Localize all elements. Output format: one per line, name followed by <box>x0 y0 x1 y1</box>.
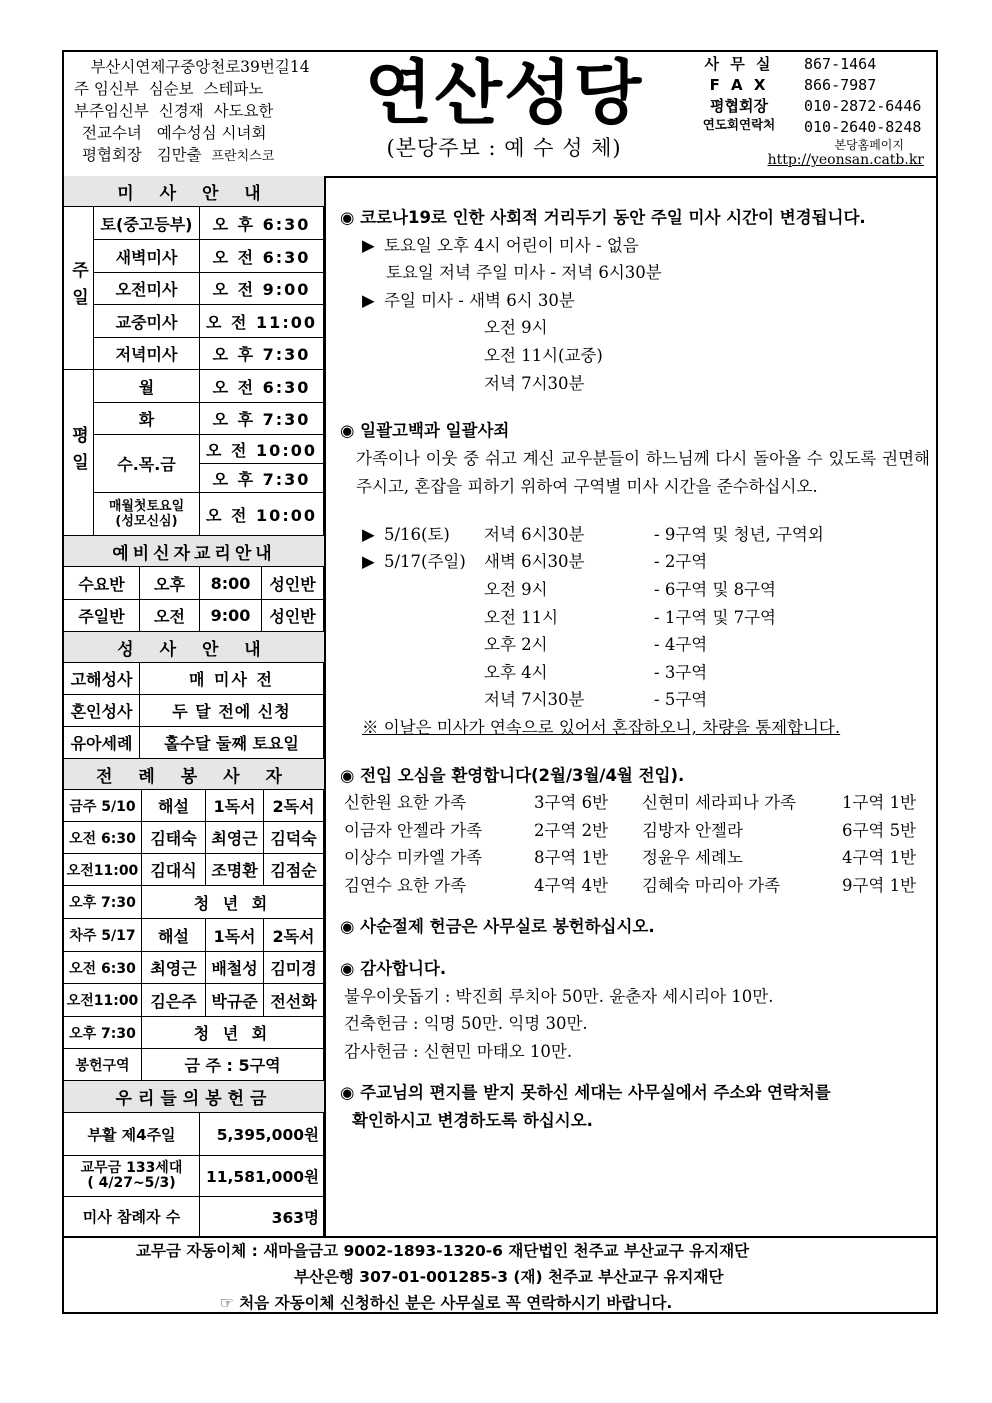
schedule-row: ▶ 5/17(주일) 새벽 6시30분 - 2구역 <box>362 552 708 572</box>
offering-label: 미사 참례자 수 <box>64 1197 200 1236</box>
server-name: 최영근 <box>142 952 206 984</box>
mass-time: 오 후 6:30 <box>200 207 324 240</box>
sidebar <box>64 176 326 1236</box>
notice-body: 가족이나 이웃 중 쉬고 계신 교우분들이 하느님께 다시 돌아올 수 있도록 권면해 주시고, 혼잡을 피하기 위하여 구역별 미사 시간을 준수하십시오. <box>356 448 930 496</box>
mass-name: 화 <box>94 403 200 435</box>
server-time: 오후 7:30 <box>64 1017 142 1049</box>
schedule-row: 저녁 7시30분 - 5구역 <box>484 690 708 710</box>
mass-name: 토(중고등부) <box>94 207 200 240</box>
parish-title: 연산성당 <box>364 52 644 134</box>
mass-time: 오 전 9:00 <box>200 273 324 305</box>
mass-time: 오 전 6:30 <box>200 240 324 273</box>
server-col: 해설 <box>142 919 206 952</box>
schedule-row: 오전 9시 - 6구역 및 8구역 <box>484 579 777 599</box>
weekday-label: 평일 <box>64 370 94 536</box>
offering-zone-value: 금 주 : 5구역 <box>142 1049 324 1081</box>
mass-time: 오 전 11:00 <box>200 305 324 338</box>
notice-title: ◉ 전입 오심을 환영합니다(2월/3월/4월 전입). <box>340 765 685 785</box>
notice-line: 건축헌금 : 익명 50만. 익명 30만. <box>344 1014 588 1034</box>
class-ampm: 오전 <box>140 600 200 632</box>
server-name: 김덕숙 <box>264 822 324 854</box>
notice-note: ※ 이날은 미사가 연속으로 있어서 혼잡하오니, 차량을 통제합니다. <box>362 717 841 737</box>
server-group: 청 년 회 <box>142 886 324 919</box>
server-name: 최영근 <box>206 822 264 854</box>
family-row: 김연수 요한 가족 4구역 4반 김혜숙 마리아 가족 9구역 1반 <box>344 875 917 895</box>
mass-time: 오 후 7:30 <box>200 464 324 493</box>
offering-label: 부활 제4주일 <box>64 1113 200 1156</box>
address: 부산시연제구중앙천로39번길14 <box>90 58 310 76</box>
schedule-row: ▶ 5/16(토) 저녁 6시30분 - 9구역 및 청년, 구역외 <box>362 524 824 544</box>
mass-time: 오 후 7:30 <box>200 403 324 435</box>
homepage-link[interactable]: http://yeonsan.catb.kr <box>767 152 924 168</box>
notice-line: 불우이웃돕기 : 박진희 루치아 50만. 윤춘자 세시리아 10만. <box>344 986 774 1006</box>
server-col: 1독서 <box>206 919 264 952</box>
server-date: 차주 5/17 <box>64 919 142 952</box>
server-time: 오전 6:30 <box>64 822 142 854</box>
mass-guide-title: 미 사 안 내 <box>64 176 324 207</box>
server-group: 청 년 회 <box>142 1017 324 1049</box>
class-name: 주일반 <box>64 600 140 632</box>
server-name: 박규준 <box>206 984 264 1017</box>
family-list <box>340 789 930 899</box>
bulletin-frame <box>62 50 938 1314</box>
server-name: 김점순 <box>264 854 324 886</box>
offering-zone-label: 봉헌구역 <box>64 1049 142 1081</box>
server-date: 금주 5/10 <box>64 790 142 822</box>
notice-title: ◉ 감사합니다. <box>340 959 447 979</box>
offering-label: 교무금 133세대 ( 4/27~5/3) <box>64 1156 200 1197</box>
contact-row: 사 무 실 867-1464 <box>704 55 877 73</box>
notices <box>340 204 930 1135</box>
sunday-label: 주일 <box>64 207 94 370</box>
mass-name: 월 <box>94 370 200 403</box>
server-col: 해설 <box>142 790 206 822</box>
contact-row: 연도회연락처 010-2640-8248 <box>702 117 922 136</box>
mass-time: 오 전 6:30 <box>200 370 324 403</box>
notice-title: ◉ 코로나19로 인한 사회적 거리두기 동안 주일 미사 시간이 변경됩니다. <box>340 208 866 227</box>
family-row: 이금자 안젤라 가족 2구역 2반 김방자 안젤라 6구역 5반 <box>344 820 917 840</box>
schedule-row: 오후 2시 - 4구역 <box>484 635 708 655</box>
notice-title: ◉ 사순절제 헌금은 사무실로 봉헌하십시오. <box>340 917 655 937</box>
server-name: 배철성 <box>206 952 264 984</box>
offering-value: 363명 <box>200 1197 324 1236</box>
header <box>64 52 936 178</box>
server-col: 2독서 <box>264 790 324 822</box>
mass-name: 새벽미사 <box>94 240 200 273</box>
contact-row: 평협회장 010-2872-6446 <box>710 97 922 115</box>
contact-row: F A X 866-7987 <box>709 76 877 94</box>
mass-name: 매월첫토요일 (성모신심) <box>94 493 200 536</box>
mass-time: 오 전 10:00 <box>200 493 324 536</box>
contacts <box>684 54 934 168</box>
mass-name: 저녁미사 <box>94 338 200 370</box>
class-who: 성인반 <box>262 567 324 600</box>
offering-value: 11,581,000원 <box>200 1156 324 1197</box>
server-col: 1독서 <box>206 790 264 822</box>
notice-line: 오전 9시 <box>484 318 548 338</box>
server-name: 김미경 <box>264 952 324 984</box>
class-ampm: 오후 <box>140 567 200 600</box>
sacrament-name: 혼인성사 <box>64 695 140 727</box>
server-name: 김은주 <box>142 984 206 1017</box>
staff-row: 전교수녀 예수성심 시녀회 <box>82 124 267 142</box>
class-time: 9:00 <box>200 600 262 632</box>
offerings-title: 우리들의봉헌금 <box>64 1081 324 1113</box>
notice-title-cont: 확인하시고 변경하도록 하십시오. <box>352 1111 593 1131</box>
server-name: 김대식 <box>142 854 206 886</box>
homepage-label: 본당홈페이지 <box>834 138 904 152</box>
sacrament-desc: 홀수달 둘째 토요일 <box>140 727 324 759</box>
staff-row: 주 임신부 심순보 스테파노 <box>74 80 264 98</box>
footer-line: 교무금 자동이체 : 새마을금고 9002-1893-1320-6 재단법인 천주교 부산교구 유지재단 <box>136 1242 750 1260</box>
notice-line: ▶ 토요일 오후 4시 어린이 미사 - 없음 <box>362 235 639 255</box>
server-name: 조명환 <box>206 854 264 886</box>
schedule-row: 오전 11시 - 1구역 및 7구역 <box>484 607 777 627</box>
server-time: 오후 7:30 <box>64 886 142 919</box>
family-row: 신한원 요한 가족 3구역 6반 신현미 세라피나 가족 1구역 1반 <box>344 793 917 813</box>
notice-title: ◉ 일괄고백과 일괄사죄 <box>340 421 510 441</box>
servers-title: 전 례 봉 사 자 <box>64 759 324 790</box>
parish-info <box>70 56 330 168</box>
sacrament-desc: 두 달 전에 신청 <box>140 695 324 727</box>
class-who: 성인반 <box>262 600 324 632</box>
schedule-row: 오후 4시 - 3구역 <box>484 662 708 682</box>
notice-line: ▶ 주일 미사 - 새벽 6시 30분 <box>362 290 575 310</box>
notice-line: 오전 11시(교중) <box>484 345 603 365</box>
bulletin-subtitle: (본당주보 : 예 수 성 체) <box>386 136 622 160</box>
server-name: 김태숙 <box>142 822 206 854</box>
sacrament-name: 고해성사 <box>64 663 140 695</box>
zone-schedule <box>340 521 930 714</box>
footer-line: 부산은행 307-01-001285-3 (재) 천주교 부산교구 유지재단 <box>294 1268 724 1286</box>
notice-line: 저녁 7시30분 <box>484 373 585 393</box>
mass-time: 오 전 10:00 <box>200 435 324 464</box>
offering-value: 5,395,000원 <box>200 1113 324 1156</box>
mass-time: 오 후 7:30 <box>200 338 324 370</box>
server-name: 전선화 <box>264 984 324 1017</box>
notice-line: 토요일 저녁 주일 미사 - 저녁 6시30분 <box>386 263 662 283</box>
mass-name: 수.목.금 <box>94 435 200 493</box>
server-time: 오전11:00 <box>64 854 142 886</box>
staff-row: 평협회장 김만출 프란치스코 <box>82 146 275 164</box>
sacrament-desc: 매 미사 전 <box>140 663 324 695</box>
server-col: 2독서 <box>264 919 324 952</box>
staff-row: 부주임신부 신경재 사도요한 <box>74 102 274 120</box>
notice-line: 감사헌금 : 신현민 마태오 10만. <box>344 1041 573 1061</box>
footer <box>64 1236 936 1314</box>
mass-name: 오전미사 <box>94 273 200 305</box>
server-time: 오전 6:30 <box>64 952 142 984</box>
class-time: 8:00 <box>200 567 262 600</box>
class-name: 수요반 <box>64 567 140 600</box>
mass-name: 교중미사 <box>94 305 200 338</box>
sacrament-title: 성 사 안 내 <box>64 632 324 663</box>
sacrament-name: 유아세례 <box>64 727 140 759</box>
notice-title: ◉ 주교님의 편지를 받지 못하신 세대는 사무실에서 주소와 연락처를 <box>340 1083 831 1103</box>
family-row: 이상수 미카엘 가족 8구역 1반 정윤우 세례노 4구역 1반 <box>344 848 917 868</box>
footer-line: ☞ 처음 자동이체 신청하신 분은 사무실로 꼭 연락하시기 바랍니다. <box>220 1294 673 1312</box>
server-time: 오전11:00 <box>64 984 142 1017</box>
catechumen-title: 예비신자교리안내 <box>64 536 324 567</box>
